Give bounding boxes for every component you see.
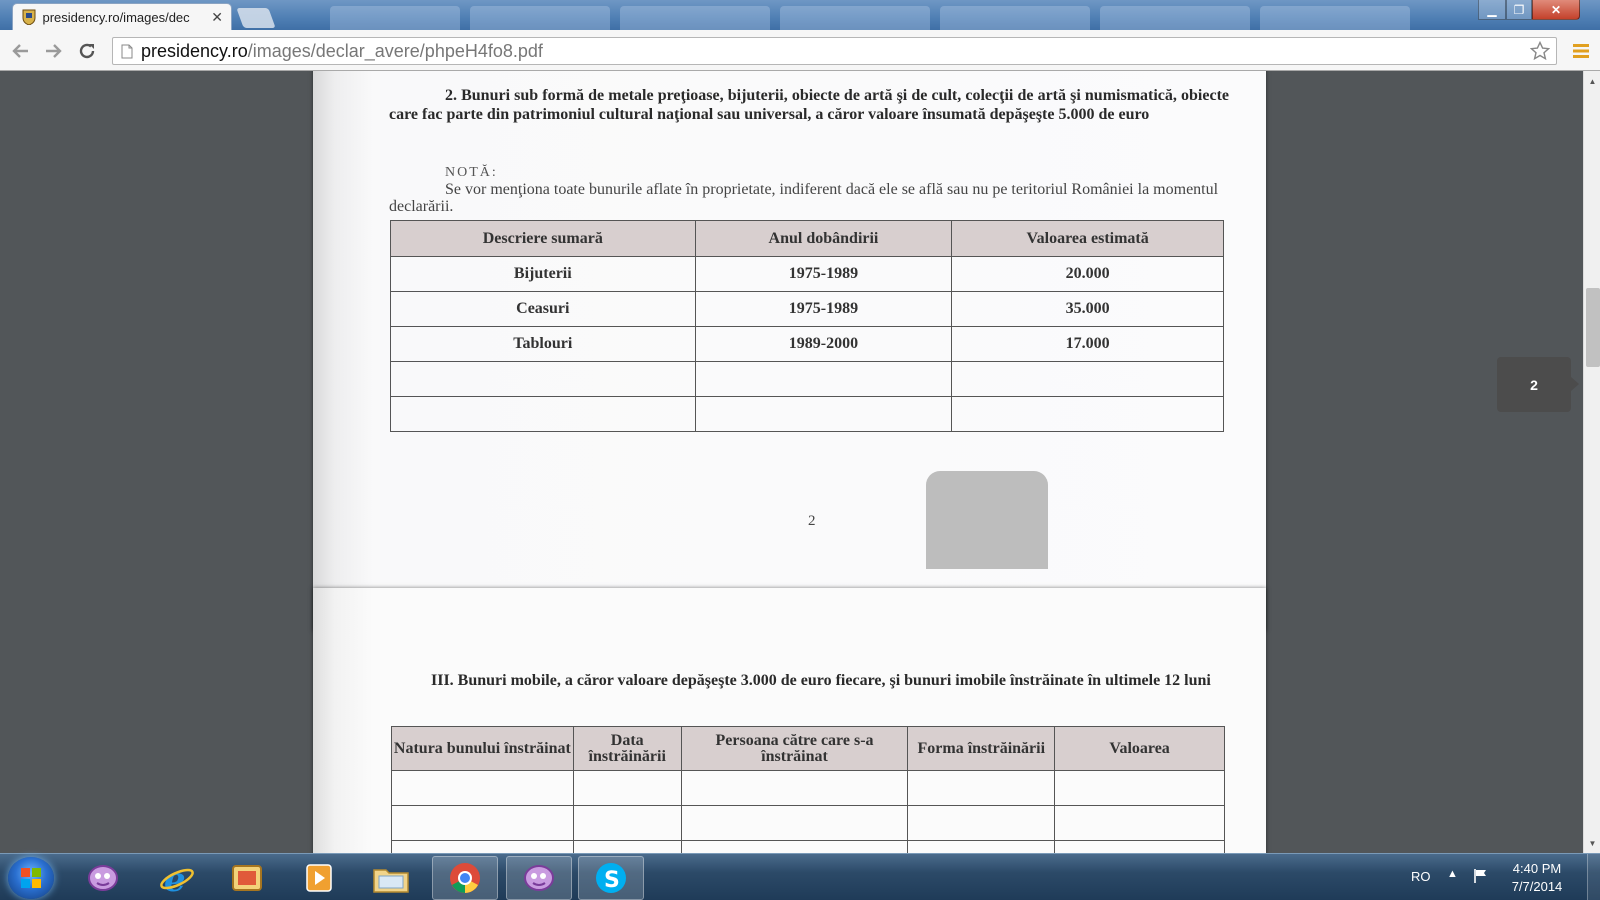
- media-player-icon[interactable]: [286, 856, 352, 900]
- reload-button[interactable]: [74, 38, 100, 64]
- chrome-taskbar-icon[interactable]: [432, 856, 498, 900]
- pdf-page: [313, 71, 1266, 631]
- maximize-button[interactable]: ❐: [1506, 0, 1532, 20]
- background-tab[interactable]: [470, 6, 610, 30]
- table-cell: [695, 397, 952, 432]
- redaction-block: [926, 471, 1048, 569]
- clock-date: 7/7/2014: [1511, 879, 1563, 894]
- active-tab[interactable]: [12, 3, 232, 30]
- reload-icon: [78, 42, 96, 60]
- column-header: Forma înstrăinării: [908, 727, 1055, 771]
- back-arrow-icon: [12, 43, 30, 59]
- start-button[interactable]: [8, 857, 54, 899]
- table-header-row: [392, 727, 1225, 771]
- table-cell: [1055, 806, 1225, 841]
- note-text: Se vor menţiona toate bunurile aflate în proprietate, indiferent dacă ele se află sau nu pe teritoriul României la momentul declarării.: [389, 181, 1219, 215]
- url-text: [141, 41, 543, 62]
- table-cell: 1975-1989: [695, 292, 952, 327]
- table-cell: 17.000: [952, 327, 1224, 362]
- disposed-assets-table: [391, 726, 1225, 853]
- background-tab[interactable]: [780, 6, 930, 30]
- table-cell: [681, 771, 908, 806]
- input-language[interactable]: RO: [1411, 869, 1431, 884]
- section-heading: 2. Bunuri sub formă de metale preţioase, bijuterii, obiecte de artă şi de cult, colecţii de artă şi numismatică, obiecte care fac parte din patrimoniul cultural naţional sau universal, a căror valoare însumată depăşeşte 5.000 de euro: [389, 87, 1229, 123]
- svg-text:S: S: [604, 868, 620, 893]
- table-cell: 1989-2000: [695, 327, 952, 362]
- media-center-icon[interactable]: [214, 856, 280, 900]
- scrollbar-thumb[interactable]: [1586, 288, 1600, 367]
- tray-expand-icon[interactable]: ▲: [1447, 868, 1458, 880]
- system-clock[interactable]: [1500, 860, 1574, 896]
- back-button[interactable]: [8, 38, 34, 64]
- table-row: [391, 397, 1224, 432]
- svg-text:e: e: [164, 860, 186, 896]
- background-tab[interactable]: [330, 6, 460, 30]
- table-cell: [391, 362, 696, 397]
- table-header-row: [391, 221, 1224, 257]
- table-row: [391, 257, 1224, 292]
- tab-title: presidency.ro/images/dec: [42, 9, 190, 25]
- background-tab[interactable]: [620, 6, 770, 30]
- action-center-flag-icon[interactable]: [1473, 868, 1489, 889]
- table-cell: [391, 397, 696, 432]
- url-path: /images/declar_avere/phpeH4fo8.pdf: [247, 40, 543, 61]
- page-indicator: 2: [1497, 357, 1571, 412]
- table-cell: Ceasuri: [391, 292, 696, 327]
- table-row: [392, 771, 1225, 806]
- table-cell: 1975-1989: [695, 257, 952, 292]
- url-host: presidency.ro: [141, 40, 248, 61]
- table-cell: [392, 841, 574, 854]
- table-cell: [908, 841, 1055, 854]
- skype-icon[interactable]: [578, 856, 644, 900]
- internet-explorer-icon[interactable]: [144, 856, 210, 900]
- table-cell: [952, 362, 1224, 397]
- forward-arrow-icon: [44, 43, 62, 59]
- table-cell: [681, 806, 908, 841]
- table-row: [391, 362, 1224, 397]
- yahoo-messenger-window-icon[interactable]: [506, 856, 572, 900]
- table-cell: [695, 362, 952, 397]
- table-row: [392, 806, 1225, 841]
- table-cell: Bijuterii: [391, 257, 696, 292]
- chrome-menu-icon[interactable]: [1572, 42, 1590, 60]
- note-label: NOTĂ:: [445, 165, 498, 180]
- new-tab-button[interactable]: [236, 8, 275, 28]
- table-cell: [573, 841, 681, 854]
- column-header: Anul dobândirii: [695, 221, 952, 257]
- tab-close-icon[interactable]: ✕: [211, 8, 223, 25]
- clock-time: 4:40 PM: [1512, 861, 1562, 876]
- table-row: [392, 841, 1225, 854]
- table-cell: Tablouri: [391, 327, 696, 362]
- pdf-page: [313, 588, 1266, 853]
- table-cell: [1055, 841, 1225, 854]
- forward-button[interactable]: [40, 38, 66, 64]
- table-cell: [573, 771, 681, 806]
- background-tab[interactable]: [1260, 6, 1410, 30]
- vertical-scrollbar[interactable]: [1583, 71, 1600, 853]
- address-bar[interactable]: [112, 37, 1557, 65]
- column-header: Valoarea: [1055, 727, 1225, 771]
- table-cell: [573, 806, 681, 841]
- table-row: [391, 327, 1224, 362]
- browser-toolbar: [0, 30, 1600, 71]
- page-icon: [121, 44, 133, 59]
- column-header: Valoarea estimată: [952, 221, 1224, 257]
- scroll-up-arrow-icon[interactable]: ▲: [1588, 76, 1597, 86]
- column-header: Data înstrăinării: [573, 727, 681, 771]
- bookmark-star-icon[interactable]: [1530, 41, 1550, 66]
- windows-taskbar: [0, 853, 1600, 900]
- table-cell: [908, 771, 1055, 806]
- table-cell: [952, 397, 1224, 432]
- assets-table: [390, 220, 1224, 432]
- windows-logo-icon: [21, 868, 41, 888]
- browser-tab-strip: [0, 0, 1600, 30]
- table-cell: [908, 806, 1055, 841]
- pdf-viewer[interactable]: [0, 71, 1583, 853]
- show-desktop-button[interactable]: [1587, 854, 1600, 900]
- close-window-button[interactable]: ✕: [1532, 0, 1580, 20]
- table-cell: 35.000: [952, 292, 1224, 327]
- table-cell: [681, 841, 908, 854]
- table-cell: 20.000: [952, 257, 1224, 292]
- background-tab[interactable]: [1100, 6, 1250, 30]
- table-cell: [1055, 771, 1225, 806]
- table-cell: [392, 806, 574, 841]
- column-header: Descriere sumară: [391, 221, 696, 257]
- table-row: [391, 292, 1224, 327]
- section-heading: III. Bunuri mobile, a căror valoare depăşeşte 3.000 de euro fiecare, şi bunuri imobile înstrăinate în ultimele 12 luni: [431, 672, 1211, 689]
- minimize-button[interactable]: ▁: [1478, 0, 1506, 20]
- column-header: Persoana către care s-a înstrăinat: [681, 727, 908, 771]
- presidency-favicon-icon: [21, 9, 37, 25]
- yahoo-messenger-icon[interactable]: [70, 856, 136, 900]
- scroll-down-arrow-icon[interactable]: ▼: [1588, 838, 1597, 848]
- background-tab[interactable]: [940, 6, 1090, 30]
- column-header: Natura bunului înstrăinat: [392, 727, 574, 771]
- table-cell: [392, 771, 574, 806]
- page-number: 2: [808, 513, 816, 529]
- windows-explorer-icon[interactable]: [358, 856, 424, 900]
